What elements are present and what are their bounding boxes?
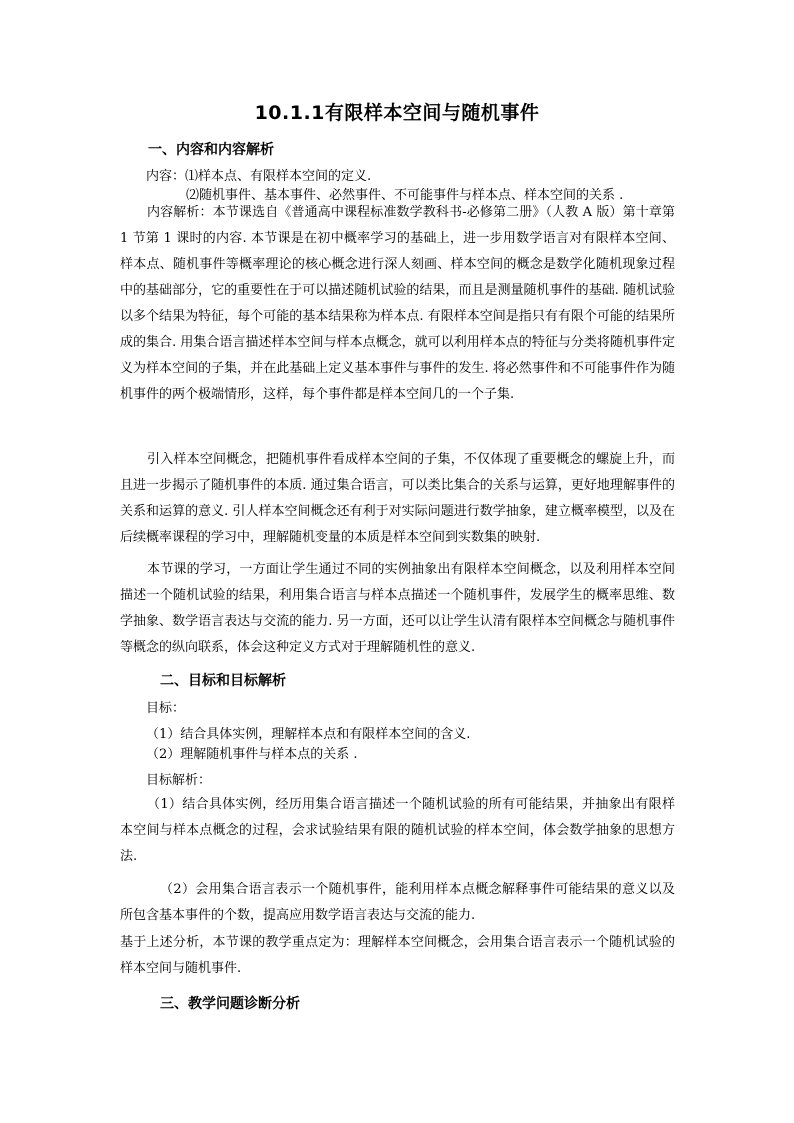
section-heading-content: 一、内容和内容解析	[148, 142, 274, 158]
section-heading-diagnosis: 三、教学问题诊断分析	[160, 996, 300, 1012]
key-point-paragraph: 基于上述分析，本节课的教学重点定为：理解样本空间概念，会用集合语言表示一个随机试验的样本空间与随机事件.	[120, 935, 675, 976]
content-line-2: ⑵随机事件、基本事件、必然事件、不可能事件与样本点、样本空间的关系 .	[186, 188, 624, 203]
content-analysis-paragraph-2: 引入样本空间概念，把随机事件看成样本空间的子集，不仅体现了重要概念的螺旋上升，而且进一步揭示了随机事件的本质. 通过集合语言，可以类比集合的关系与运算，更好地理解事件的关系和运算的意义. 引人样本空间概念还有利于对实际问题进行数学抽象，建立概率模型，以及在后续概率课程的学习中，理解随机变量的本质是样本空间到实数集的映射.	[120, 452, 675, 545]
section-heading-goals: 二、目标和目标解析	[160, 673, 286, 689]
content-analysis-paragraph-1: 内容解析：本节课选自《普通高中课程标准数学教科书-必修第二册》（人教 A 版）第十章第 1 节第 1 课时的内容. 本节课是在初中概率学习的基础上，进一步用数学语言对有限样本空间、样本点、随机事件等概率理论的核心概念进行深人刻画、样本空间的概念是数学化随机现象过程中的基础部分，它的重要性在于可以描述随机试验的结果，而且是测量随机事件的基础. 随机试验以多个结果为特征，每个可能的基本结果称为样本点. 有限样本空间是指只有有限个可能的结果所成的集合. 用集合语言描述样本空间与样本点概念，就可以利用样本点的特征与分类将随机事件定义为样本空间的子集，并在此基础上定义基本事件与事件的发生. 将必然事件和不可能事件作为随机事件的两个极端情形，这样，每个事件都是样本空间几的一个子集.	[120, 205, 675, 402]
goal-item-2: （2）理解随机事件与样本点的关系 .	[146, 747, 358, 762]
goal-analysis-item-1: （1）结合具体实例，经历用集合语言描述一个随机试验的所有可能结果，并抽象出有限样本空间与样本点概念的过程，会求试验结果有限的随机试验的样本空间，体会数学抽象的思想方法.	[120, 797, 675, 864]
goal-analysis-item-2: （2）会用集合语言表示一个随机事件，能利用样本点概念解释事件可能结果的意义以及所包含基本事件的个数，提高应用数学语言表达与交流的能力.	[120, 882, 675, 923]
content-analysis-paragraph-3: 本节课的学习，一方面让学生通过不同的实例抽象出有限样本空间概念，以及利用样本空间描述一个随机试验的结果，利用集合语言与样本点描述一个随机事件，发展学生的概率思维、数学抽象、数学语言表达与交流的能力. 另一方面，还可以让学生认清有限样本空间概念与随机事件等概念的纵向联系，体会这种定义方式对于理解随机性的意义.	[120, 562, 675, 655]
content-line-1: 内容：⑴样本点、有限样本空间的定义.	[146, 169, 372, 184]
goal-item-1: （1）结合具体实例，理解样本点和有限样本空间的含义.	[146, 727, 471, 742]
goal-analysis-label: 目标解析：	[146, 773, 212, 788]
document-title: 10.1.1有限样本空间与随机事件	[254, 102, 540, 124]
goal-label: 目标：	[146, 701, 186, 716]
